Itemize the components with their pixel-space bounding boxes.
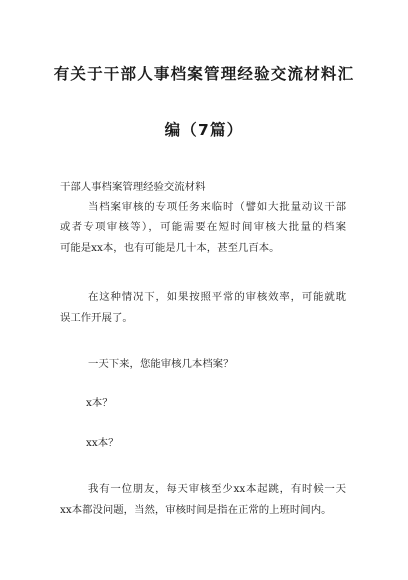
paragraph-1-line-1: 当档案审核的专项任务来临时（譬如大批量动议干部 bbox=[88, 201, 346, 213]
paragraph-6-line-2: xx本都没问题，当然，审核时间是指在正常的上班时间内。 bbox=[60, 504, 332, 516]
paragraph-2-line-2: 误工作开展了。 bbox=[60, 312, 133, 324]
paragraph-3: 一天下来，您能审核几本档案？ bbox=[88, 358, 234, 370]
paragraph-6-line-1: 我有一位朋友，每天审核至少xx本起跳，有时候一天 bbox=[88, 483, 346, 495]
paragraph-2-line-1: 在这种情况下，如果按照平常的审核效率，可能就耽 bbox=[88, 291, 346, 303]
section-heading: 干部人事档案管理经验交流材料 bbox=[60, 181, 206, 193]
document-title-line-2: 编（7篇） bbox=[164, 121, 244, 139]
document-title-line-1: 有关于干部人事档案管理经验交流材料汇 bbox=[53, 65, 355, 83]
paragraph-1-line-2: 或者专项审核等），可能需要在短时间审核大批量的档案 bbox=[60, 221, 346, 233]
paragraph-4: x本？ bbox=[86, 397, 113, 409]
paragraph-5: xx本？ bbox=[86, 437, 119, 449]
paragraph-1-line-3: 可能是xx本，也有可能是几十本，甚至几百本。 bbox=[60, 242, 280, 254]
